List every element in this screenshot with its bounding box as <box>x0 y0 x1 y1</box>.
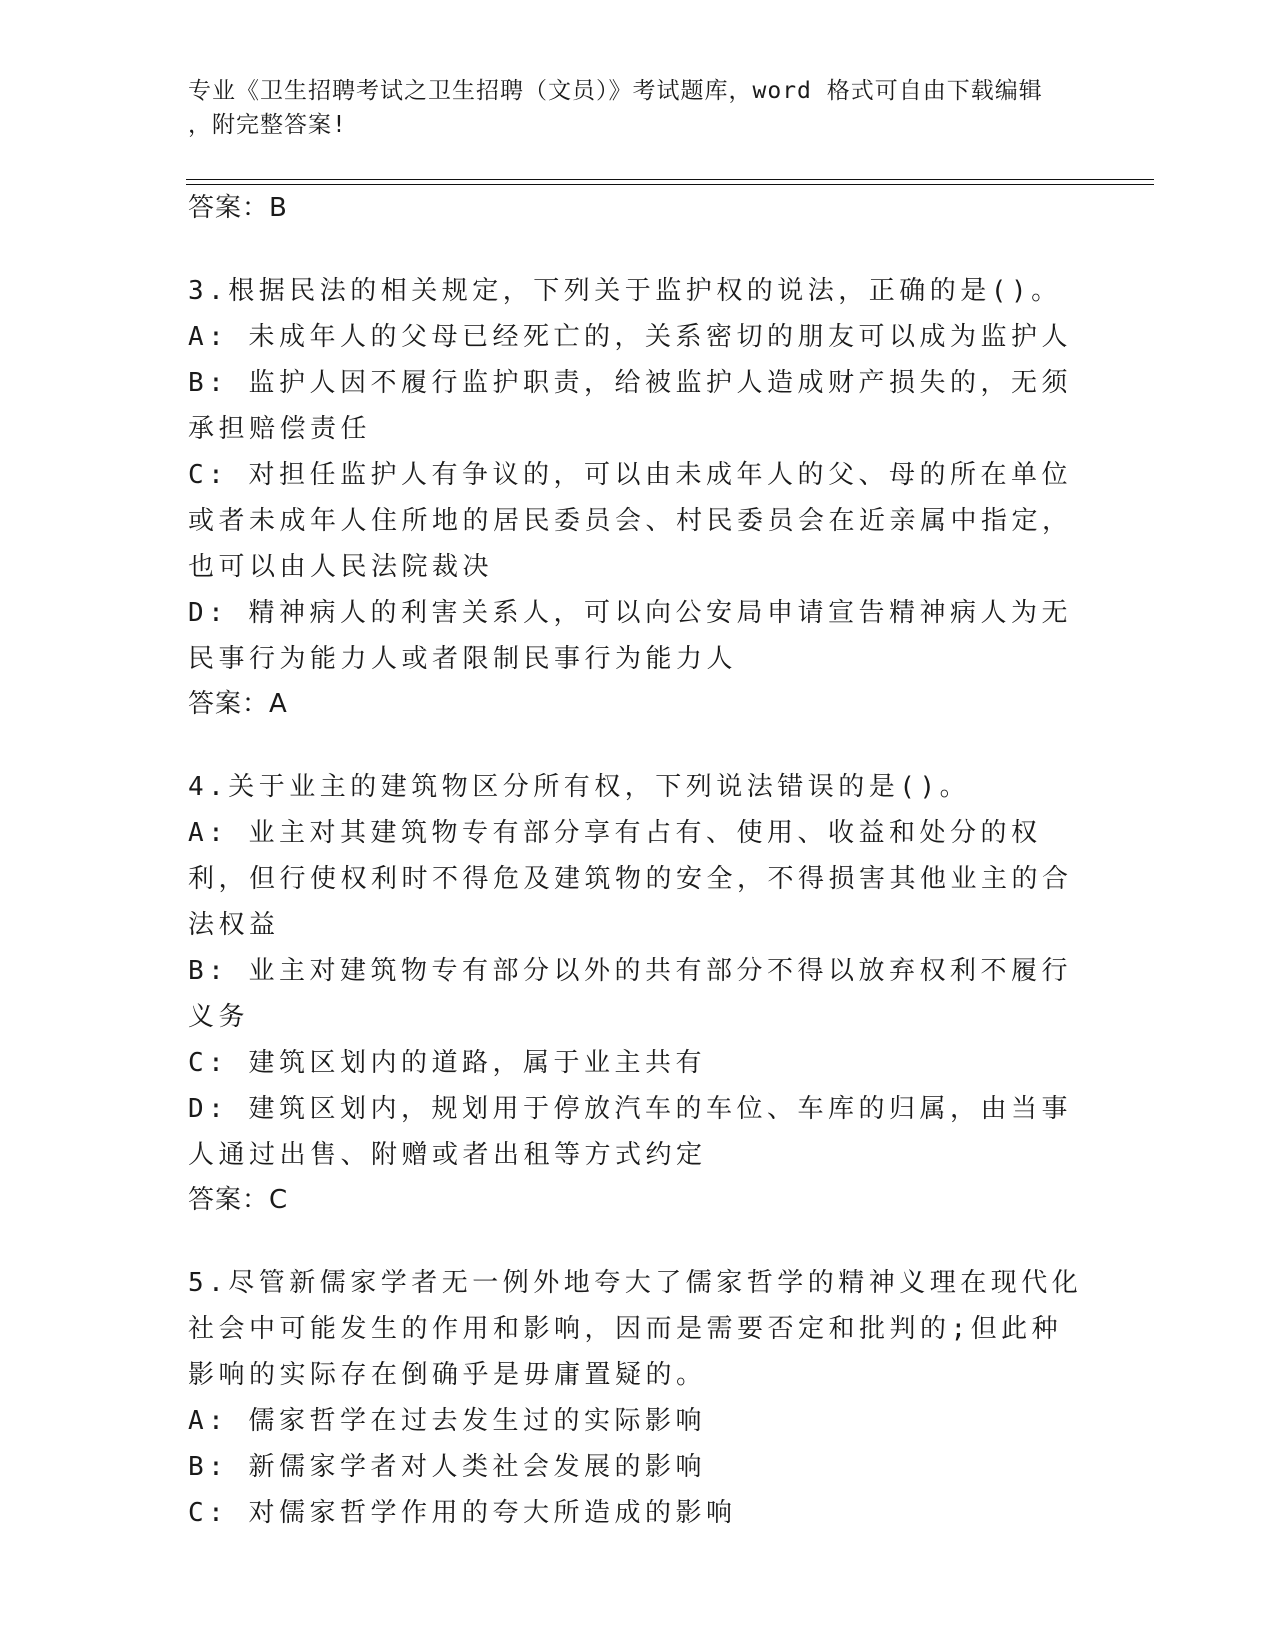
document-header <box>188 74 1088 142</box>
question-stem: 5.尽管新儒家学者无一例外地夸大了儒家哲学的精神义理在现代化社会中可能发生的作用和影响，因而是需要否定和批判的;但此种影响的实际存在倒确乎是毋庸置疑的。 <box>188 1268 1083 1390</box>
answer-label: 答案：B <box>188 193 288 223</box>
option-c: C: 建筑区划内的道路，属于业主共有 <box>188 1048 706 1078</box>
option-b: B: 业主对建筑物专有部分以外的共有部分不得以放弃权利不履行义务 <box>188 956 1072 1032</box>
option-d: D: 精神病人的利害关系人，可以向公安局申请宣告精神病人为无民事行为能力人或者限制民事行为能力人 <box>188 598 1072 674</box>
question-item <box>188 764 1088 1178</box>
option-a: A: 业主对其建筑物专有部分享有占有、使用、收益和处分的权利，但行使权利时不得危及建筑物的安全，不得损害其他业主的合法权益 <box>188 818 1073 940</box>
option-a: A: 儒家哲学在过去发生过的实际影响 <box>188 1406 706 1436</box>
option-c: C: 对担任监护人有争议的，可以由未成年人的父、母的所在单位或者未成年人住所地的居民委员会、村民委员会在近亲属中指定，也可以由人民法院裁决 <box>188 460 1073 582</box>
option-b: B: 新儒家学者对人类社会发展的影响 <box>188 1452 706 1482</box>
header-divider-top <box>186 179 1154 180</box>
option-d: D: 建筑区划内，规划用于停放汽车的车位、车库的归属，由当事人通过出售、附赠或者出租等方式约定 <box>188 1094 1072 1170</box>
option-a: A: 未成年人的父母已经死亡的，关系密切的朋友可以成为监护人 <box>188 322 1072 352</box>
question-stem: 3.根据民法的相关规定，下列关于监护权的说法，正确的是()。 <box>188 276 1062 306</box>
answer-label: 答案：A <box>188 689 288 719</box>
question-item <box>188 1260 1088 1536</box>
header-divider-bottom <box>186 184 1154 185</box>
option-c: C: 对儒家哲学作用的夸大所造成的影响 <box>188 1498 737 1528</box>
question-item <box>188 268 1088 682</box>
header-line-2: ，附完整答案! <box>188 112 347 138</box>
header-line-1: 专业《卫生招聘考试之卫生招聘（文员）》考试题库，word 格式可自由下载编辑 <box>188 78 1043 104</box>
answer-label: 答案：C <box>188 1185 289 1215</box>
question-stem: 4.关于业主的建筑物区分所有权，下列说法错误的是()。 <box>188 772 971 802</box>
question-list <box>188 186 1088 1536</box>
option-b: B: 监护人因不履行监护职责，给被监护人造成财产损失的，无须承担赔偿责任 <box>188 368 1072 444</box>
